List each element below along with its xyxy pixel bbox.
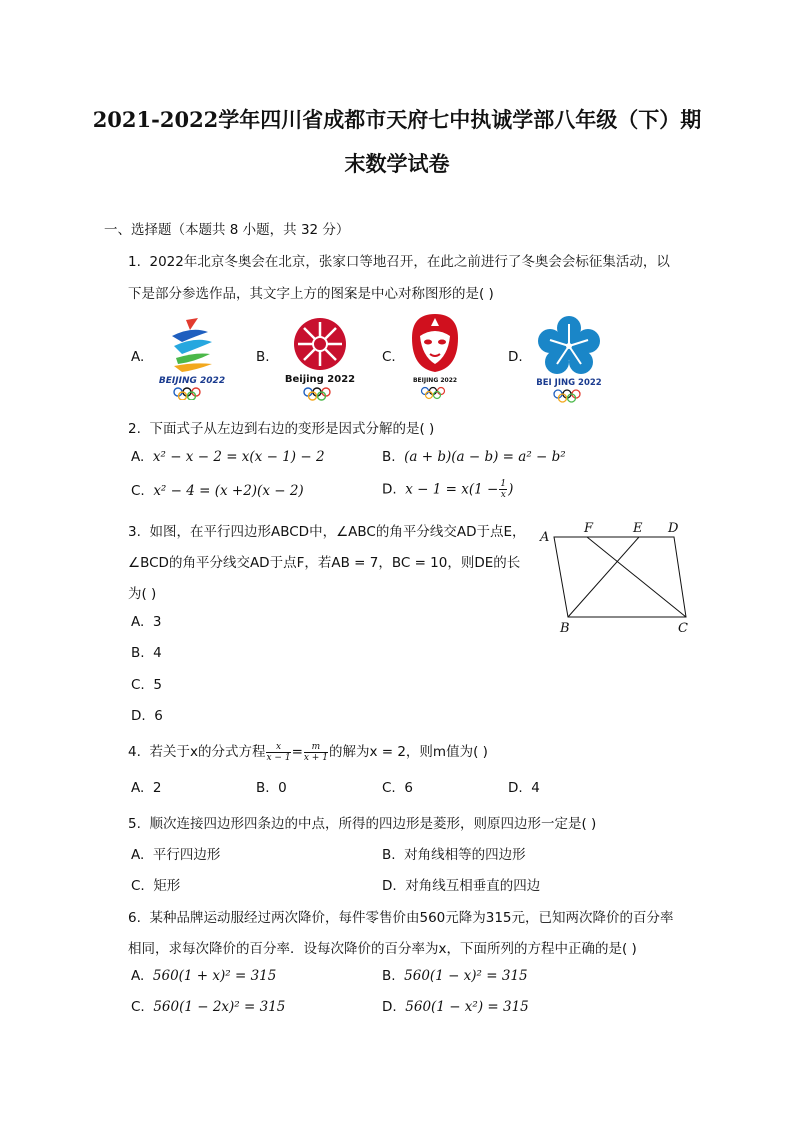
- q6-option-b: [382, 968, 528, 984]
- q3-text-line-2: ∠BCD的角平分线交AD于点F，若AB = 7，BC = 10，则DE的长: [128, 555, 521, 571]
- q3-option-a: [131, 614, 161, 630]
- q3-figure-label-d: D: [668, 521, 679, 536]
- q6-number: 6.: [128, 910, 141, 926]
- q3-option-d-label: D.: [131, 708, 146, 724]
- q2-option-d-frac-den: x: [500, 490, 506, 500]
- q4-text-line: [128, 740, 488, 763]
- q6-option-c: [131, 999, 285, 1015]
- q1-logo-b: [282, 310, 358, 402]
- q5-option-c: [131, 874, 180, 894]
- page-title-line-1: 2021-2022学年四川省成都市天府七中执诚学部八年级（下）期: [92, 107, 702, 132]
- q5-option-a: [131, 843, 220, 863]
- q1-option-a-label: A.: [131, 349, 145, 365]
- q2-number: 2.: [128, 421, 141, 437]
- q2-option-a-expr: x² − x − 2 = x(x − 1) − 2: [152, 449, 325, 465]
- q2-text-line: [128, 417, 434, 437]
- q2-option-d-label: D.: [382, 481, 397, 498]
- q4-frac1-num: x: [266, 742, 290, 753]
- page-title-line-2: 末数学试卷: [344, 151, 450, 176]
- q4-option-d: [508, 780, 540, 796]
- q6-option-d-value: 560(1 − x²) = 315: [405, 999, 529, 1015]
- q1-option-c-label: C.: [382, 349, 396, 365]
- q3-option-b-value: 4: [153, 645, 162, 661]
- ribbon-emblem-icon: [152, 312, 232, 400]
- q1-logo-d: [530, 312, 608, 404]
- q3-option-a-label: A.: [131, 614, 145, 630]
- q4-text-pre: 若关于x的分式方程: [149, 744, 266, 760]
- q5-number: 5.: [128, 816, 141, 832]
- q2-option-d-fraction: [499, 479, 507, 500]
- q5-option-d: [382, 874, 540, 894]
- q3-figure-label-c: C: [678, 621, 688, 636]
- q2-option-d-frac-num: 1: [500, 479, 507, 489]
- q3-option-d-value: 6: [154, 708, 163, 724]
- q5-option-c-value: 矩形: [153, 878, 181, 894]
- q2-option-a-label: A.: [131, 449, 145, 465]
- q4-option-b-value: 0: [278, 780, 287, 796]
- q4-option-b-label: B.: [256, 780, 270, 796]
- snowflake-emblem-icon: [282, 310, 358, 402]
- q4-option-c: [382, 780, 413, 796]
- q2-option-c-label: C.: [131, 483, 145, 499]
- q5-option-d-value: 对角线互相垂直的四边: [405, 878, 541, 894]
- q2-option-c-expr: x² − 4 = (x +2)(x − 2): [153, 483, 304, 499]
- q1-number: 1.: [128, 254, 141, 270]
- q1-option-d-label: D.: [508, 349, 523, 365]
- q4-equals: =: [291, 744, 303, 760]
- q5-option-c-label: C.: [131, 878, 145, 894]
- q4-option-b: [256, 780, 287, 796]
- q2-option-b: [382, 449, 566, 465]
- q4-option-d-value: 4: [531, 780, 540, 796]
- q3-option-c: [131, 677, 162, 693]
- q3-parallelogram-figure: [536, 518, 698, 640]
- q3-text-1: 如图，在平行四边形ABCD中，∠ABC的角平分线交AD于点E，: [149, 524, 526, 540]
- q3-figure-label-a: A: [540, 530, 550, 545]
- q5-option-a-value: 平行四边形: [152, 847, 221, 863]
- q4-option-a-value: 2: [152, 780, 162, 796]
- q2-option-c: [131, 483, 304, 499]
- q4-option-a: [131, 780, 161, 796]
- q4-text-post: 的解为x = 2，则m值为( ): [328, 744, 488, 760]
- q6-option-b-label: B.: [382, 968, 396, 984]
- q6-text-line-1: [128, 906, 674, 926]
- q6-text-1: 某种品牌运动服经过两次降价，每件零售价由560元降为315元，已知两次降价的百分率: [149, 910, 674, 926]
- opera-mask-emblem-icon: [404, 310, 466, 402]
- q6-option-a-label: A.: [131, 968, 145, 984]
- q2-option-b-label: B.: [382, 449, 396, 465]
- q3-option-c-value: 5: [153, 677, 162, 693]
- q4-option-d-label: D.: [508, 780, 523, 796]
- q3-option-c-label: C.: [131, 677, 145, 693]
- q5-option-b-label: B.: [382, 847, 396, 863]
- q3-option-b-label: B.: [131, 645, 145, 661]
- q4-option-c-value: 6: [404, 780, 413, 796]
- q6-option-a: [131, 968, 276, 984]
- q3-text-line-1: [128, 520, 526, 540]
- q3-text-line-3: 为( ): [128, 586, 157, 602]
- q1-text-line-1: [128, 250, 670, 270]
- q4-fraction-1: [266, 742, 290, 763]
- q3-figure-label-b: B: [560, 621, 570, 636]
- q6-option-c-label: C.: [131, 999, 145, 1015]
- q6-option-d-label: D.: [382, 999, 397, 1015]
- q5-text: 顺次连接四边形四条边的中点，所得的四边形是菱形，则原四边形一定是( ): [149, 816, 597, 832]
- q3-option-a-value: 3: [152, 614, 162, 630]
- q5-option-d-label: D.: [382, 878, 397, 894]
- q5-option-b-value: 对角线相等的四边形: [404, 847, 526, 863]
- q1-text-line-2: 下是部分参选作品，其文字上方的图案是中心对称图形的是( ): [128, 286, 494, 302]
- q4-frac2-den: x + 1: [303, 752, 328, 763]
- q2-option-a: [131, 449, 325, 465]
- q2-option-d-expr-pre: x − 1 = x(1 −: [405, 481, 499, 498]
- q4-frac2-num: m: [304, 742, 328, 753]
- q1-text-1: 2022年北京冬奥会在北京，张家口等地召开，在此之前进行了冬奥会会标征集活动，以: [149, 254, 670, 270]
- q1-logo-b-text: Beijing 2022: [284, 374, 356, 385]
- q1-logo-c-text: BEIJING 2022: [412, 377, 458, 384]
- q1-logo-d-text: BEI JING 2022: [536, 378, 602, 388]
- q6-option-b-value: 560(1 − x)² = 315: [404, 968, 528, 984]
- q3-option-b: [131, 645, 162, 661]
- q4-fraction-2: [304, 742, 328, 763]
- q2-text: 下面式子从左边到右边的变形是因式分解的是( ): [149, 421, 435, 437]
- q1-logo-a-text: BEIJING 2022: [158, 376, 226, 386]
- q6-option-a-value: 560(1 + x)² = 315: [152, 968, 277, 984]
- q3-figure-label-e: E: [633, 521, 643, 536]
- q2-option-b-expr: (a + b)(a − b) = a² − b²: [404, 449, 566, 465]
- q5-text-line: [128, 812, 596, 832]
- q2-option-d: [382, 479, 513, 500]
- q4-frac1-den: x − 1: [266, 752, 291, 763]
- q5-option-a-label: A.: [131, 847, 145, 863]
- plum-blossom-emblem-icon: [530, 312, 608, 404]
- q4-option-a-label: A.: [131, 780, 145, 796]
- q3-figure-label-f: F: [584, 521, 594, 536]
- q3-option-d: [131, 708, 163, 724]
- q4-number: 4.: [128, 744, 141, 760]
- section-heading: 一、选择题（本题共 8 小题，共 32 分）: [104, 222, 350, 238]
- q6-option-d: [382, 999, 529, 1015]
- q3-number: 3.: [128, 524, 141, 540]
- q6-text-line-2: 相同，求每次降价的百分率．设每次降价的百分率为x，下面所列的方程中正确的是( ): [128, 941, 637, 957]
- q5-option-b: [382, 843, 526, 863]
- q4-option-c-label: C.: [382, 780, 396, 796]
- q6-option-c-value: 560(1 − 2x)² = 315: [153, 999, 286, 1015]
- q1-option-b-label: B.: [256, 349, 270, 365]
- q2-option-d-expr-post: ): [508, 481, 514, 498]
- q1-logo-c: [404, 310, 466, 402]
- q1-logo-a: [152, 312, 232, 400]
